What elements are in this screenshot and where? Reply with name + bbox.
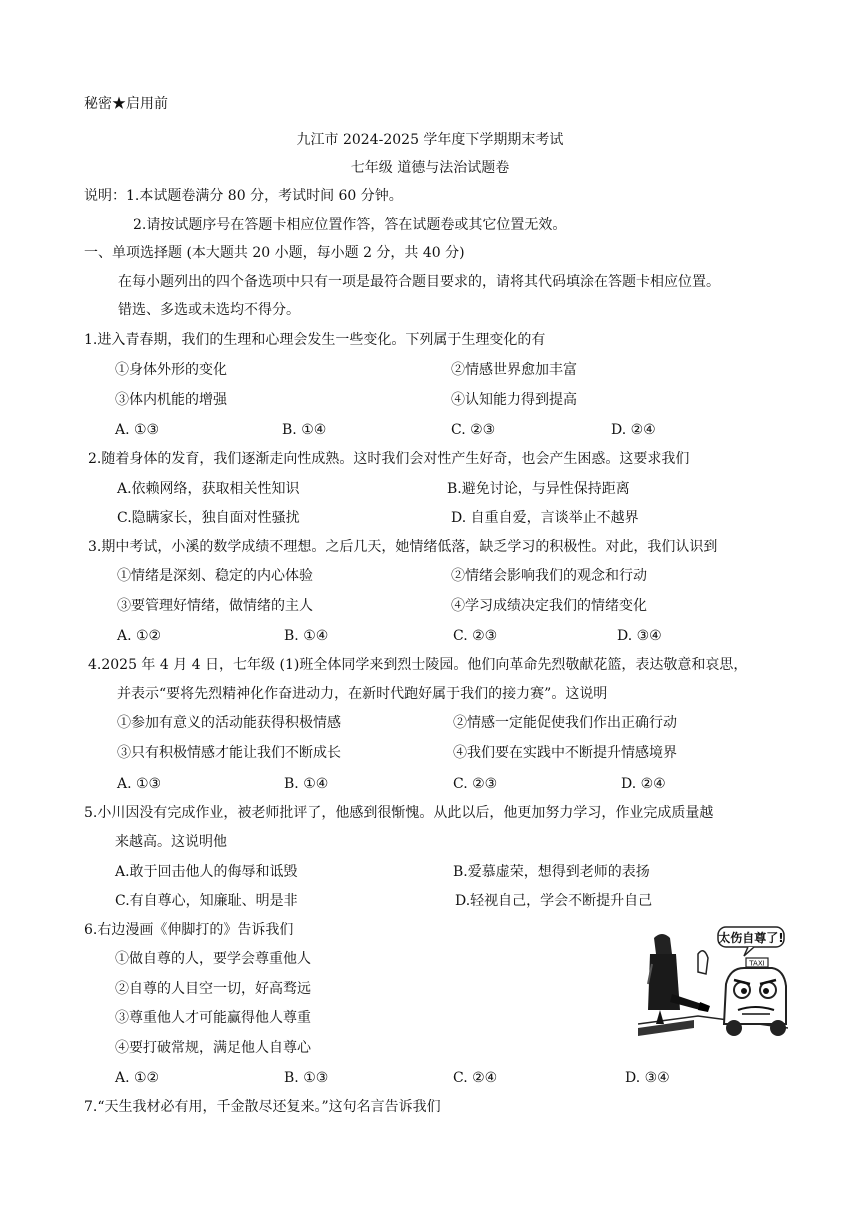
statement-item: ④认知能力得到提高: [451, 392, 577, 408]
question-stem: 3.期中考试，小溪的数学成绩不理想。之后几天，她情绪低落，缺乏学习的积极性。对此，我们认识到: [88, 539, 718, 555]
answer-option: C. ②③: [451, 422, 496, 438]
statement-item: ②情感世界愈加丰富: [451, 362, 577, 378]
notes-line-2: 2.请按试题序号在答题卡相应位置作答，答在试题卷或其它位置无效。: [133, 217, 567, 233]
statement-item: ③只有积极情感才能让我们不断成长: [117, 745, 341, 761]
answer-option: D. ③④: [617, 628, 662, 644]
statement-item: ④要打破常规，满足他人自尊心: [115, 1040, 311, 1056]
answer-option: D.轻视自己，学会不断提升自己: [455, 893, 653, 909]
confidential-mark: 秘密★启用前: [84, 96, 168, 112]
answer-option: A. ①②: [117, 628, 162, 644]
answer-option: C.隐瞒家长，独自面对性骚扰: [117, 510, 300, 526]
statement-item: ①身体外形的变化: [115, 362, 227, 378]
statement-item: ①参加有意义的活动能获得积极情感: [117, 715, 341, 731]
question-stem: 1.进入青春期，我们的生理和心理会发生一些变化。下列属于生理变化的有: [84, 332, 546, 348]
question-stem: 2.随着身体的发育，我们逐渐走向性成熟。这时我们会对性产生好奇，也会产生困惑。这要求我们: [88, 451, 690, 467]
answer-option: B. ①④: [282, 422, 327, 438]
answer-option: C. ②③: [453, 628, 498, 644]
section-heading: 一、单项选择题 (本大题共 20 小题，每小题 2 分，共 40 分): [84, 245, 465, 261]
answer-option: B.爱慕虚荣，想得到老师的表扬: [453, 864, 650, 880]
answer-option: B.避免讨论，与异性保持距离: [447, 481, 630, 497]
answer-option: C. ②④: [453, 1070, 498, 1086]
exam-title: 九江市 2024-2025 学年度下学期期末考试: [296, 132, 564, 148]
question-stem: 5.小川因没有完成作业，被老师批评了，他感到很惭愧。从此以后，他更加努力学习，作业完成质量越: [84, 805, 714, 821]
answer-option: C.有自尊心，知廉耻、明是非: [115, 893, 298, 909]
cartoon-illustration: [638, 924, 788, 1048]
statement-item: ③体内机能的增强: [115, 392, 227, 408]
notes-line-1: 说明：1.本试题卷满分 80 分，考试时间 60 分钟。: [84, 188, 403, 204]
question-stem: 4.2025 年 4 月 4 日，七年级 (1)班全体同学来到烈士陵园。他们向革命先烈敬献花篮，表达敬意和哀思，: [88, 657, 748, 673]
answer-option: A. ①③: [115, 422, 160, 438]
answer-option: A. ①③: [117, 776, 162, 792]
statement-item: ③尊重他人才可能赢得他人尊重: [115, 1010, 311, 1026]
answer-option: A. ①②: [115, 1070, 160, 1086]
answer-option: A.依赖网络，获取相关性知识: [117, 481, 300, 497]
statement-item: ②自尊的人目空一切，好高骛远: [115, 981, 311, 997]
answer-option: D. ③④: [625, 1070, 670, 1086]
question-stem-continued: 并表示“要将先烈精神化作奋进动力，在新时代跑好属于我们的接力赛”。这说明: [117, 686, 608, 702]
statement-item: ④我们要在实践中不断提升情感境界: [453, 745, 677, 761]
answer-option: D. ②④: [611, 422, 656, 438]
statement-item: ③要管理好情绪，做情绪的主人: [117, 598, 313, 614]
question-stem: 6.右边漫画《伸脚打的》告诉我们: [84, 922, 294, 938]
question-stem-continued: 来越高。这说明他: [115, 834, 227, 850]
statement-item: ②情绪会影响我们的观念和行动: [451, 568, 647, 584]
answer-option: B. ①③: [284, 1070, 329, 1086]
answer-option: B. ①④: [284, 628, 329, 644]
answer-option: D. 自重自爱，言谈举止不越界: [451, 510, 639, 526]
speech-bubble-text: 太伤自尊了!: [718, 931, 784, 945]
answer-option: B. ①④: [284, 776, 329, 792]
taxi-sign-text: TAXI: [749, 959, 765, 968]
statement-item: ①做自尊的人，要学会尊重他人: [115, 951, 311, 967]
section-instruction-2: 错选、多选或未选均不得分。: [118, 302, 300, 318]
statement-item: ④学习成绩决定我们的情绪变化: [451, 598, 647, 614]
exam-subtitle: 七年级 道德与法治试题卷: [350, 160, 510, 176]
answer-option: A.敢于回击他人的侮辱和诋毁: [115, 864, 298, 880]
statement-item: ①情绪是深刻、稳定的内心体验: [117, 568, 313, 584]
question-stem: 7.“天生我材必有用，千金散尽还复来。”这句名言告诉我们: [84, 1099, 441, 1115]
section-instruction-1: 在每小题列出的四个备选项中只有一项是最符合题目要求的，请将其代码填涂在答题卡相应位置。: [118, 274, 720, 290]
statement-item: ②情感一定能促使我们作出正确行动: [453, 715, 677, 731]
answer-option: C. ②③: [453, 776, 498, 792]
answer-option: D. ②④: [621, 776, 666, 792]
